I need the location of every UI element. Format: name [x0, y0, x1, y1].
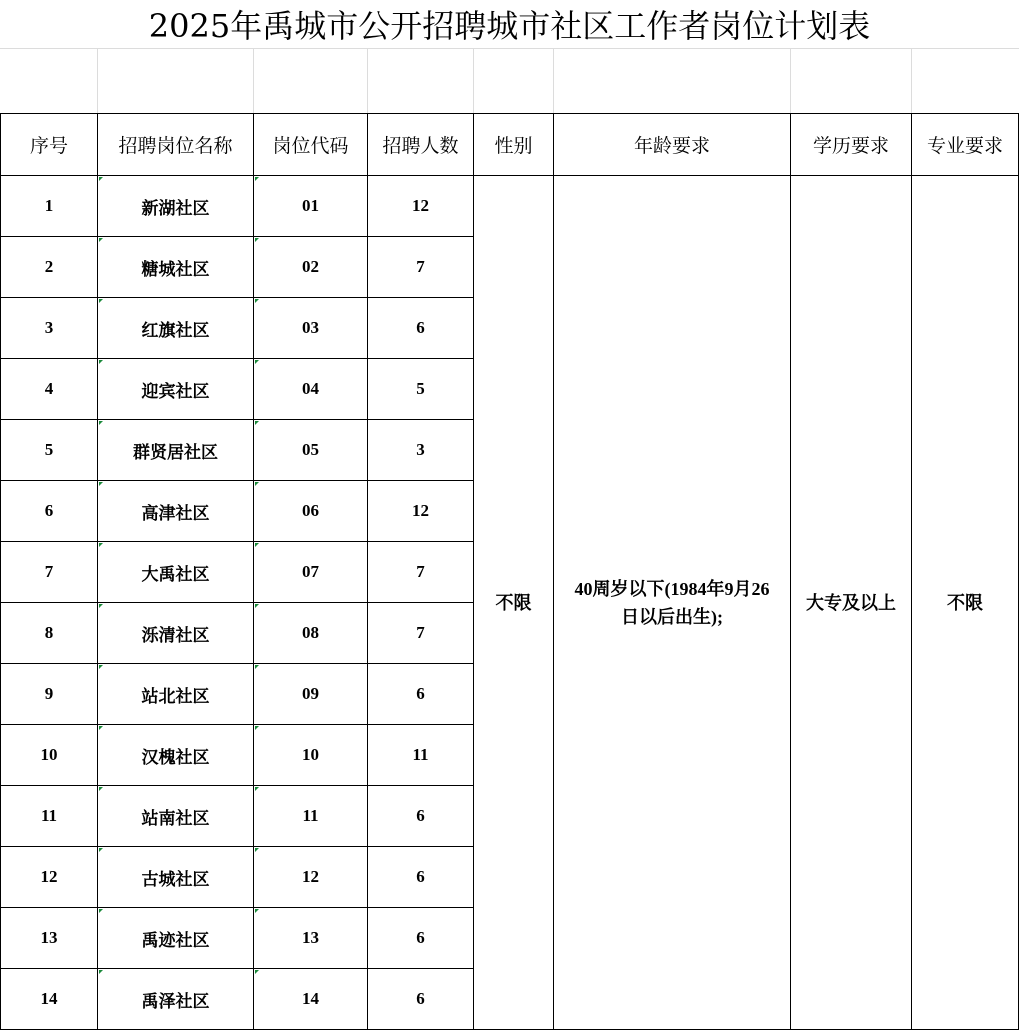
row-post-name-cell [98, 420, 254, 481]
row-no-cell [1, 969, 98, 1030]
cell-marker-icon [99, 482, 103, 486]
row-no-cell-text: 4 [44, 379, 54, 398]
row-count-cell-text: 12 [412, 501, 429, 520]
cell-marker-icon [99, 665, 103, 669]
row-post-code-cell-text: 04 [302, 379, 319, 398]
cell-marker-icon [255, 299, 259, 303]
cell-marker-icon [255, 787, 259, 791]
major-requirement-cell [912, 176, 1019, 1030]
row-post-code-cell-text: 02 [302, 257, 319, 276]
row-post-code-cell-text: 07 [302, 562, 319, 581]
row-post-code-cell [254, 481, 368, 542]
age-requirement-cell-line: 40周岁以下(1984年9月26 [574, 578, 770, 599]
cell-marker-icon [255, 482, 259, 486]
table-row [1, 176, 1019, 237]
education-requirement-cell [791, 176, 912, 1030]
cell-marker-icon [99, 970, 103, 974]
row-count-cell-text: 12 [412, 196, 429, 215]
cell-marker-icon [255, 726, 259, 730]
row-post-name-cell [98, 237, 254, 298]
row-count-cell [368, 481, 474, 542]
cell-marker-icon [99, 909, 103, 913]
row-count-cell-text: 6 [416, 989, 425, 1008]
row-post-name-cell [98, 847, 254, 908]
row-no-cell [1, 786, 98, 847]
header-post-name: 招聘岗位名称 [98, 114, 254, 176]
row-no-cell-text: 10 [40, 745, 58, 764]
row-no-cell-text: 12 [40, 867, 58, 886]
row-count-cell-text: 7 [416, 562, 425, 581]
row-no-cell-text: 14 [40, 989, 58, 1008]
age-requirement-cell-line: 日以后出生); [621, 606, 723, 627]
row-post-code-cell-text: 13 [302, 928, 319, 947]
cell-marker-icon [99, 238, 103, 242]
row-count-cell [368, 176, 474, 237]
row-post-name-cell-text: 古城社区 [141, 869, 210, 889]
row-no-cell-text: 8 [44, 623, 54, 642]
row-post-code-cell [254, 420, 368, 481]
row-no-cell [1, 664, 98, 725]
row-post-name-cell-text: 站北社区 [141, 686, 210, 706]
row-count-cell [368, 908, 474, 969]
header-post-code: 岗位代码 [254, 114, 368, 176]
row-no-cell [1, 847, 98, 908]
row-count-cell-text: 6 [416, 318, 425, 337]
row-post-name-cell-text: 糖城社区 [141, 259, 210, 279]
row-post-code-cell-text: 14 [302, 989, 319, 1008]
row-post-name-cell [98, 969, 254, 1030]
row-post-name-cell [98, 481, 254, 542]
row-count-cell [368, 420, 474, 481]
education-requirement-cell-line: 大专及以上 [806, 592, 896, 613]
cell-marker-icon [99, 604, 103, 608]
row-count-cell [368, 542, 474, 603]
row-no-cell-text: 2 [44, 257, 54, 276]
row-count-cell [368, 786, 474, 847]
cell-marker-icon [99, 360, 103, 364]
row-count-cell-text: 5 [416, 379, 425, 398]
cell-marker-icon [255, 665, 259, 669]
header-age: 年龄要求 [554, 114, 791, 176]
cell-marker-icon [99, 299, 103, 303]
row-no-cell [1, 420, 98, 481]
cell-marker-icon [99, 177, 103, 181]
header-no: 序号 [1, 114, 98, 176]
row-count-cell-text: 6 [416, 684, 425, 703]
age-requirement-cell [554, 176, 791, 1030]
row-count-cell-text: 11 [412, 745, 429, 764]
row-post-name-cell [98, 176, 254, 237]
row-post-code-cell-text: 12 [302, 867, 319, 886]
row-post-name-cell-text: 高津社区 [141, 503, 210, 523]
row-post-code-cell [254, 298, 368, 359]
row-no-cell [1, 298, 98, 359]
row-no-cell-text: 9 [44, 684, 54, 703]
row-post-name-cell-text: 站南社区 [141, 808, 210, 828]
row-post-name-cell-text: 禹泽社区 [141, 991, 210, 1011]
row-count-cell [368, 237, 474, 298]
row-no-cell-text: 5 [44, 440, 54, 459]
gender-cell [474, 176, 554, 1030]
row-no-cell [1, 481, 98, 542]
row-post-code-cell [254, 725, 368, 786]
major-requirement-cell-line: 不限 [947, 592, 983, 613]
row-post-name-cell [98, 786, 254, 847]
row-post-name-cell-text: 群贤居社区 [133, 442, 218, 462]
row-post-code-cell-text: 09 [302, 684, 319, 703]
row-post-name-cell-text: 泺清社区 [141, 625, 210, 645]
header-major: 专业要求 [912, 114, 1019, 176]
row-post-code-cell [254, 664, 368, 725]
row-post-name-cell [98, 725, 254, 786]
row-post-code-cell-text: 10 [302, 745, 319, 764]
row-no-cell [1, 176, 98, 237]
row-post-code-cell-text: 11 [302, 806, 319, 825]
header-education: 学历要求 [791, 114, 912, 176]
gender-cell-line: 不限 [495, 592, 532, 613]
cell-marker-icon [255, 177, 259, 181]
row-post-name-cell-text: 大禹社区 [141, 564, 210, 584]
header-gender: 性别 [474, 114, 554, 176]
cell-marker-icon [255, 848, 259, 852]
row-no-cell [1, 237, 98, 298]
page-title: 2025年禹城市公开招聘城市社区工作者岗位计划表 [148, 7, 871, 45]
row-post-name-cell-text: 汉槐社区 [141, 747, 210, 767]
cell-marker-icon [255, 604, 259, 608]
row-count-cell [368, 969, 474, 1030]
row-post-code-cell [254, 786, 368, 847]
row-post-name-cell-text: 新湖社区 [141, 198, 210, 218]
row-no-cell [1, 908, 98, 969]
row-count-cell-text: 7 [416, 257, 425, 276]
row-no-cell-text: 1 [44, 196, 54, 215]
row-no-cell-text: 3 [44, 318, 54, 337]
cell-marker-icon [255, 238, 259, 242]
row-post-name-cell [98, 542, 254, 603]
row-post-code-cell-text: 05 [302, 440, 319, 459]
row-no-cell [1, 603, 98, 664]
row-count-cell-text: 3 [416, 440, 425, 459]
cell-marker-icon [255, 421, 259, 425]
row-no-cell [1, 725, 98, 786]
cell-marker-icon [255, 970, 259, 974]
row-count-cell [368, 664, 474, 725]
row-count-cell-text: 7 [416, 623, 425, 642]
cell-marker-icon [99, 421, 103, 425]
cell-marker-icon [255, 360, 259, 364]
cell-marker-icon [99, 543, 103, 547]
row-no-cell-text: 13 [40, 928, 58, 947]
cell-marker-icon [99, 848, 103, 852]
row-post-code-cell-text: 08 [302, 623, 319, 642]
row-post-name-cell [98, 664, 254, 725]
row-count-cell [368, 298, 474, 359]
cell-marker-icon [99, 787, 103, 791]
row-post-name-cell-text: 迎宾社区 [141, 381, 210, 401]
row-post-name-cell [98, 908, 254, 969]
row-no-cell-text: 7 [44, 562, 54, 581]
row-no-cell [1, 359, 98, 420]
row-post-code-cell [254, 603, 368, 664]
row-post-name-cell-text: 禹迹社区 [141, 930, 210, 950]
row-post-code-cell [254, 969, 368, 1030]
row-post-name-cell [98, 359, 254, 420]
row-count-cell [368, 725, 474, 786]
row-post-code-cell [254, 542, 368, 603]
row-post-code-cell [254, 359, 368, 420]
row-post-code-cell-text: 01 [302, 196, 319, 215]
header-count: 招聘人数 [368, 114, 474, 176]
table-header-row [1, 114, 1019, 176]
row-count-cell-text: 6 [416, 867, 425, 886]
row-post-code-cell [254, 176, 368, 237]
row-post-name-cell-text: 红旗社区 [141, 320, 210, 340]
row-no-cell-text: 6 [44, 501, 54, 520]
row-no-cell [1, 542, 98, 603]
recruitment-plan-table [0, 113, 1019, 1030]
row-count-cell [368, 359, 474, 420]
cell-marker-icon [255, 909, 259, 913]
row-count-cell-text: 6 [416, 806, 425, 825]
row-post-name-cell [98, 298, 254, 359]
row-post-name-cell [98, 603, 254, 664]
row-post-code-cell-text: 06 [302, 501, 319, 520]
row-count-cell [368, 603, 474, 664]
cell-marker-icon [99, 726, 103, 730]
row-post-code-cell [254, 847, 368, 908]
blank-spreadsheet-band [0, 48, 1019, 113]
row-count-cell [368, 847, 474, 908]
cell-marker-icon [255, 543, 259, 547]
row-post-code-cell-text: 03 [302, 318, 319, 337]
row-post-code-cell [254, 908, 368, 969]
row-post-code-cell [254, 237, 368, 298]
row-no-cell-text: 11 [40, 806, 58, 825]
row-count-cell-text: 6 [416, 928, 425, 947]
